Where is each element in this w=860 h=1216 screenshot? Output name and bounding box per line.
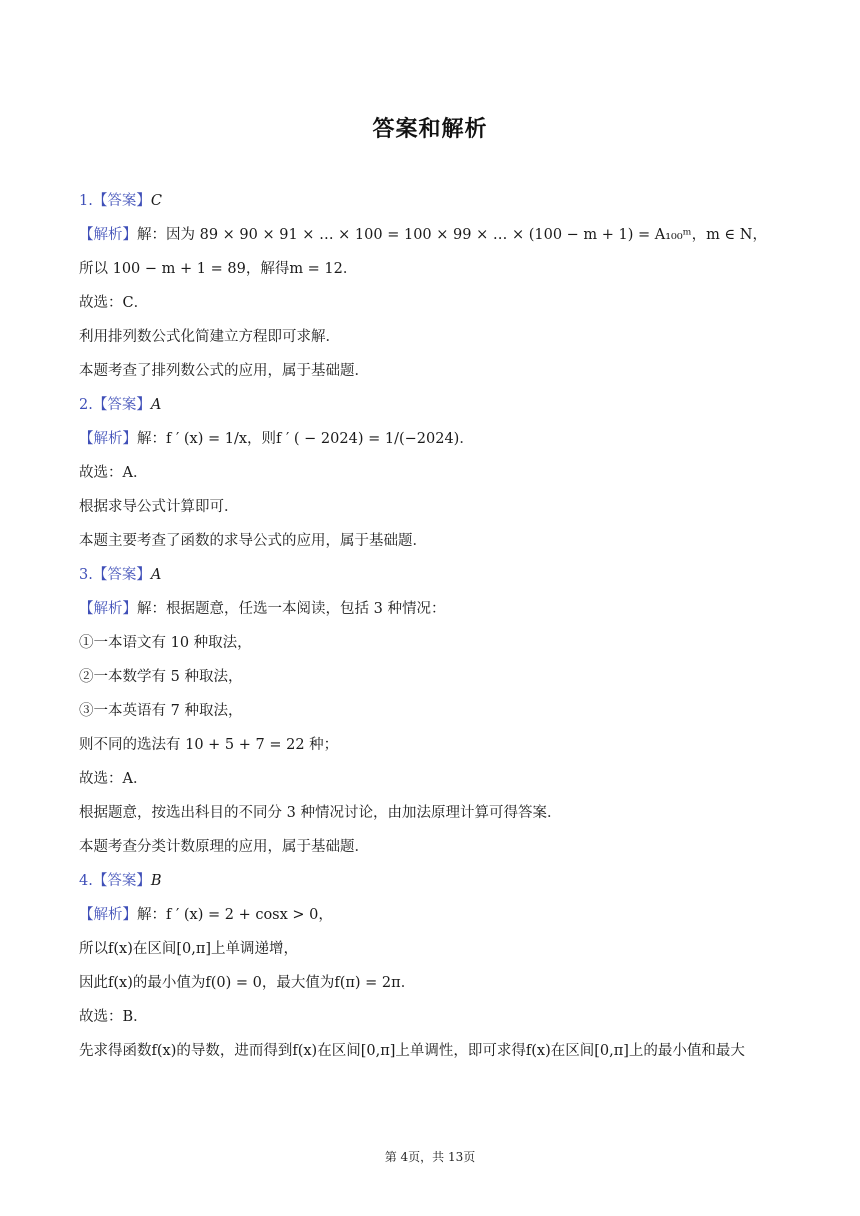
answer-label: 【答案】 xyxy=(92,193,151,209)
text-line: 先求得函数f(x)的导数，进而得到f(x)在区间[0,π]上单调性，即可求得f(x)在区间[0,π]上的最小值和最大 xyxy=(79,1043,745,1059)
text-line: 因此f(x)的最小值为f(0) = 0，最大值为f(π) = 2π． xyxy=(79,975,416,991)
text-line: ①一本语文有 10 种取法， xyxy=(79,635,252,651)
text-line: 本题考查了排列数公式的应用，属于基础题． xyxy=(79,363,369,379)
text-line: ③一本英语有 7 种取法， xyxy=(79,703,243,719)
answer-line xyxy=(79,866,784,900)
text-line: 故选：B． xyxy=(79,1009,148,1025)
text-line: 本题主要考查了函数的求导公式的应用，属于基础题． xyxy=(79,533,427,549)
answer-number: 1. xyxy=(79,193,93,209)
analysis-tag: 【解析】 xyxy=(79,601,137,617)
analysis-text: 解：f ′ (x) = 2 + cosx > 0， xyxy=(137,907,333,923)
analysis-tag: 【解析】 xyxy=(79,431,137,447)
answer-number: 2. xyxy=(79,397,93,413)
text-line: 故选：C． xyxy=(79,295,149,311)
answer-choice: A xyxy=(150,567,162,583)
answer-number: 3. xyxy=(79,567,93,583)
answer-content xyxy=(79,186,784,1070)
answer-line xyxy=(79,186,784,220)
text-line: 根据求导公式计算即可． xyxy=(79,499,239,515)
analysis-tag: 【解析】 xyxy=(79,907,137,923)
text-line: 所以 100 − m + 1 = 89，解得m = 12． xyxy=(79,261,358,277)
answer-choice: A xyxy=(150,397,162,413)
answer-label: 【答案】 xyxy=(92,397,151,413)
answer-label: 【答案】 xyxy=(92,567,151,583)
answer-number: 4. xyxy=(79,873,93,889)
analysis-text: 解：f ′ (x) = 1/x，则f ′ ( − 2024) = 1/(−2024)． xyxy=(137,431,474,447)
text-line: ②一本数学有 5 种取法， xyxy=(79,669,243,685)
page-title: 答案和解析 xyxy=(372,117,488,142)
text-line: 故选：A． xyxy=(79,465,148,481)
answer-choice: C xyxy=(150,193,162,209)
analysis-line xyxy=(79,594,784,628)
answer-line xyxy=(79,560,784,594)
page-footer: 第 4页，共 13页 xyxy=(384,1150,476,1164)
text-line: 根据题意，按选出科目的不同分 3 种情况讨论，由加法原理计算可得答案． xyxy=(79,805,562,821)
analysis-text: 解：根据题意，任选一本阅读，包括 3 种情况： xyxy=(137,601,446,617)
analysis-line xyxy=(79,424,784,458)
text-line: 利用排列数公式化简建立方程即可求解． xyxy=(79,329,340,345)
answer-line xyxy=(79,390,784,424)
analysis-line xyxy=(79,220,784,254)
text-line: 故选：A． xyxy=(79,771,148,787)
answer-label: 【答案】 xyxy=(92,873,151,889)
text-line: 则不同的选法有 10 + 5 + 7 = 22 种； xyxy=(79,737,339,753)
analysis-text: 解：因为 89 × 90 × 91 × … × 100 = 100 × 99 × … × (100 − m + 1) = A₁₀₀ᵐ，m ∈ N， xyxy=(137,227,767,243)
answer-choice: B xyxy=(150,873,162,889)
analysis-tag: 【解析】 xyxy=(79,227,137,243)
text-line: 所以f(x)在区间[0,π]上单调递增， xyxy=(79,941,299,957)
analysis-line xyxy=(79,900,784,934)
text-line: 本题考查分类计数原理的应用，属于基础题． xyxy=(79,839,369,855)
